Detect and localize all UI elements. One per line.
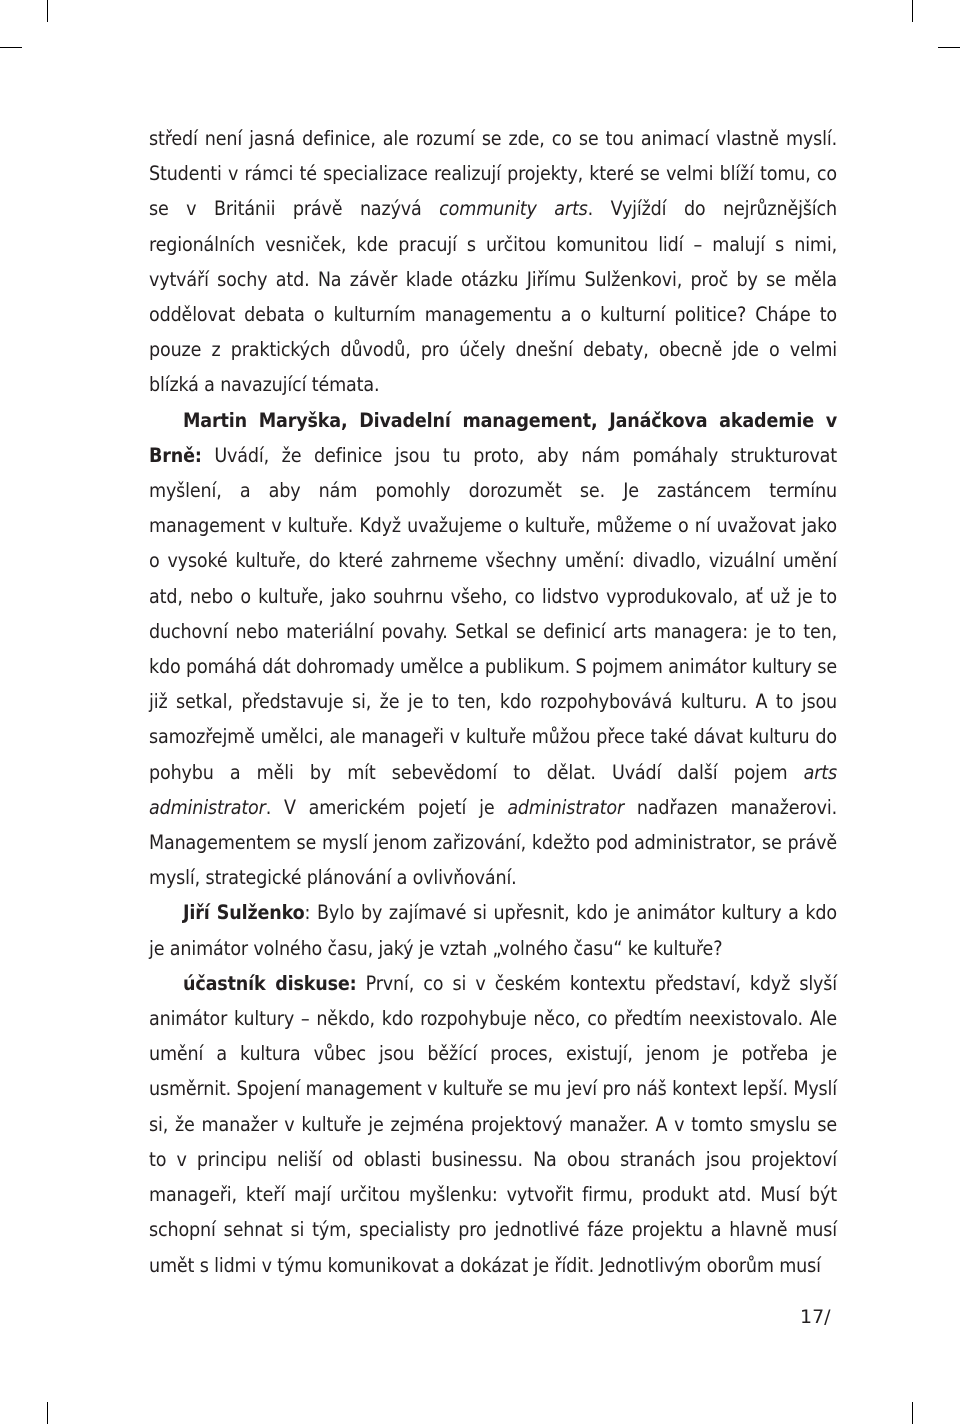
body-text [149, 121, 837, 1283]
text-segment: administrator [507, 795, 625, 819]
crop-mark-bottom-right [912, 1402, 913, 1424]
text-segment: community arts [439, 197, 588, 221]
page-number: 17/ [800, 1306, 831, 1328]
text-segment: : Bylo by zajímavé si upřesnit, kdo je animátor kultury a kdo je animátor volného času, jaký je vztah „volného času“ ke kultuře? [149, 901, 838, 960]
text-segment: . V americkém pojetí je [265, 795, 508, 819]
paragraph [149, 895, 837, 965]
crop-mark-bottom-left [47, 1402, 48, 1424]
crop-mark-top-right [912, 0, 913, 22]
text-segment: arts administrator [149, 760, 837, 819]
paragraph [149, 121, 837, 403]
text-segment: První, co si v českém kontextu představí, když slyší animátor kultury – někdo, kdo rozpohybuje něco, co předtím neexistovalo. Ale umění a kultura vůbec jsou běžící proces, existují, jenom je potřeba je usměrnit. Spojení management v kultuře se mu jeví pro náš kontext lepší. Myslí si, že manažer v kultuře je zejména projektový manažer. A v tomto smyslu se to v principu neliší od oblasti businessu. Na obou stranách jsou projektoví manageři, kteří mají určitou myšlenku: vytvořit firmu, produkt atd. Musí být schopní sehnat si tým, specialisty pro jednotlivé fáze projektu a hlavně musí umět s lidmi v týmu komunikovat a dokázat je řídit. Jednotlivým oborům musí [149, 971, 837, 1277]
speaker-name: Jiří Sulženko [183, 901, 305, 925]
paragraph [149, 966, 837, 1283]
speaker-name: účastník diskuse: [183, 971, 357, 995]
paragraph [149, 403, 837, 896]
crop-mark-top-left-h [0, 47, 22, 48]
speaker-name: Martin Maryška, Divadelní management, Janáčkova akademie v Brně: [149, 408, 837, 467]
text-segment: . Vyjíždí do nejrůznějších regionálních vesniček, kde pracují s určitou komunitou lidí – malují s nimi, vytváří sochy atd. Na závěr klade otázku Jiřímu Sulženkovi, proč by se měla oddělovat debata o kulturním managementu a o kulturní politice? Chápe to pouze z praktických důvodů, pro účely dnešní debaty, obecně jde o velmi blízká a navazující témata. [149, 197, 838, 397]
text-segment: středí není jasná definice, ale rozumí se zde, co se tou animací vlastně myslí. Studenti v rámci té specializace realizují projekty, které se velmi blíží tomu, co se v Británii právě nazývá [149, 127, 837, 221]
text-segment: Uvádí, že definice jsou tu proto, aby nám pomáhaly strukturovat myšlení, a aby nám pomohly dorozumět se. Je zastáncem termínu management v kultuře. Když uvažujeme o kultuře, můžeme o ní uvažovat jako o vysoké kultuře, do které zahrneme všechny umění: divadlo, vizuální umění atd, nebo o kultuře, jako souhrnu všeho, co lidstvo vyprodukovalo, ať už je to duchovní nebo materiální povahy. Setkal se definicí arts managera: je to ten, kdo pomáhá dát dohromady umělce a publikum. S pojmem animátor kultury se již setkal, představuje si, že je to ten, kdo rozpohybovává kulturu. A to jsou samozřejmě umělci, ale manageři v kultuře můžou přece také dávat kulturu do pohybu a měli by mít sebevědomí to dělat. Uvádí další pojem [149, 443, 837, 784]
crop-mark-top-right-h [938, 47, 960, 48]
text-segment: nadřazen manažerovi. Managementem se myslí jenom zařizování, kdežto pod administrator, se právě myslí, strategické plánování a ovlivňování. [149, 795, 837, 890]
crop-mark-top-left [47, 0, 48, 22]
